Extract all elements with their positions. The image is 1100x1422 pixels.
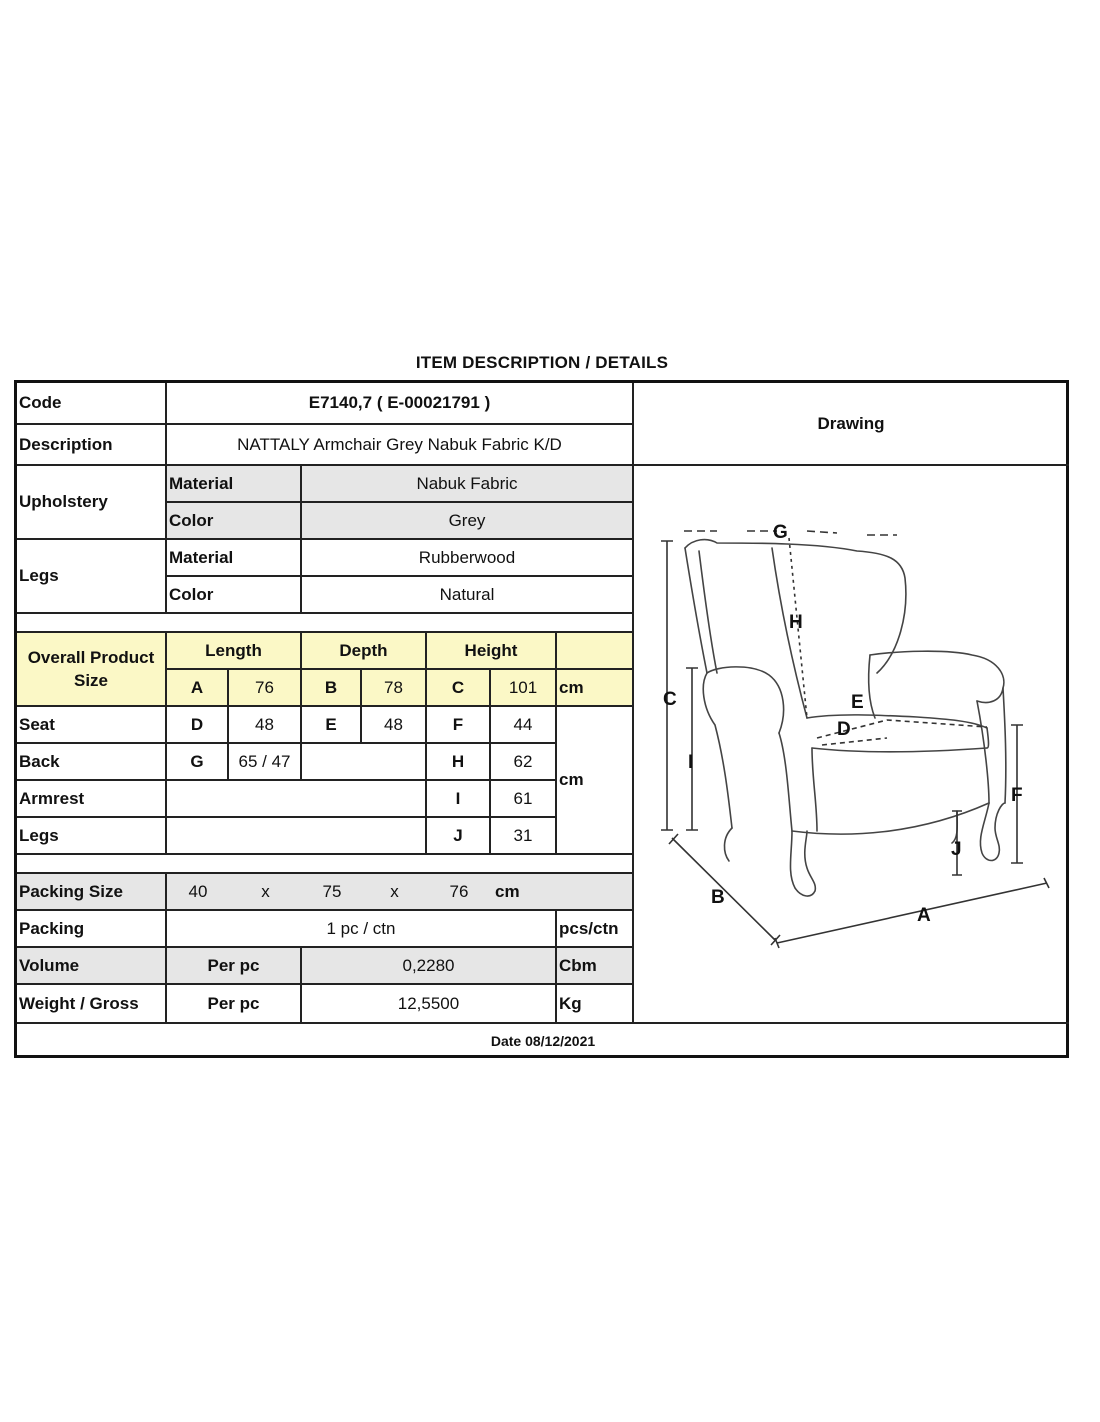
height-header: Height [427, 633, 557, 670]
volume-label: Volume [17, 948, 167, 985]
packing-size-v3: 76 [427, 874, 491, 911]
upholstery-material-value: Nabuk Fabric [302, 466, 634, 503]
legs-dim-blank [167, 818, 427, 855]
drawing-letter-d: D [837, 719, 851, 740]
packing-value: 1 pc / ctn [167, 911, 557, 948]
page-title: ITEM DESCRIPTION / DETAILS [415, 353, 669, 372]
back-blank [302, 744, 427, 781]
drawing-letter-j: J [951, 839, 962, 860]
value-d: 48 [229, 707, 302, 744]
code-value: E7140,7 ( E-00021791 ) [167, 383, 634, 425]
letter-j: J [427, 818, 491, 855]
description-label: Description [17, 425, 167, 466]
upholstery-color-label: Color [167, 503, 302, 540]
letter-f: F [427, 707, 491, 744]
value-c: 101 [491, 670, 557, 707]
letter-h: H [427, 744, 491, 781]
letter-b: B [302, 670, 362, 707]
drawing-letter-i: I [688, 752, 694, 773]
drawing-letter-f: F [1011, 785, 1023, 806]
armrest-label: Armrest [17, 781, 167, 818]
code-label: Code [17, 383, 167, 425]
value-h: 62 [491, 744, 557, 781]
volume-value: 0,2280 [302, 948, 557, 985]
weight-unit: Kg [557, 985, 634, 1024]
spacer-row-2 [17, 855, 634, 874]
armrest-blank [167, 781, 427, 818]
drawing-letter-e: E [851, 692, 864, 713]
spacer-row [17, 614, 634, 633]
value-b: 78 [362, 670, 427, 707]
weight-label: Weight / Gross [17, 985, 167, 1024]
packing-size-v2: 75 [302, 874, 362, 911]
volume-per: Per pc [167, 948, 302, 985]
packing-size-label: Packing Size [17, 874, 167, 911]
value-j: 31 [491, 818, 557, 855]
letter-a: A [167, 670, 229, 707]
volume-unit: Cbm [557, 948, 634, 985]
legs-label: Legs [17, 540, 167, 614]
date-footer: Date 08/12/2021 [490, 1033, 596, 1049]
description-value: NATTALY Armchair Grey Nabuk Fabric K/D [167, 425, 634, 466]
value-i: 61 [491, 781, 557, 818]
value-g: 65 / 47 [229, 744, 302, 781]
legs-color-value: Natural [302, 577, 634, 614]
drawing-letter-c: C [663, 689, 677, 710]
legs-material-value: Rubberwood [302, 540, 634, 577]
seat-label: Seat [17, 707, 167, 744]
length-header: Length [167, 633, 302, 670]
overall-size-label: Overall Product Size [17, 633, 167, 707]
dims-unit: cm [557, 707, 634, 855]
depth-header: Depth [302, 633, 427, 670]
weight-value: 12,5500 [302, 985, 557, 1024]
letter-g: G [167, 744, 229, 781]
value-e: 48 [362, 707, 427, 744]
back-label: Back [17, 744, 167, 781]
upholstery-color-value: Grey [302, 503, 634, 540]
packing-size-x2: x [362, 874, 427, 911]
letter-i: I [427, 781, 491, 818]
overall-unit: cm [557, 670, 634, 707]
drawing-area [633, 466, 1069, 1024]
weight-per: Per pc [167, 985, 302, 1024]
spec-sheet [14, 380, 1069, 1058]
letter-e: E [302, 707, 362, 744]
drawing-letter-b: B [711, 887, 725, 908]
value-f: 44 [491, 707, 557, 744]
legs-color-label: Color [167, 577, 302, 614]
drawing-header: Drawing [633, 383, 1069, 466]
packing-size-x1: x [229, 874, 302, 911]
dimension-letters [663, 522, 1023, 926]
packing-unit: pcs/ctn [557, 911, 634, 948]
drawing-letter-g: G [773, 522, 788, 543]
legs-dim-label: Legs [17, 818, 167, 855]
letter-c: C [427, 670, 491, 707]
letter-d: D [167, 707, 229, 744]
armchair-drawing [633, 466, 1069, 1022]
packing-size-unit: cm [491, 874, 634, 911]
upholstery-label: Upholstery [17, 466, 167, 540]
value-a: 76 [229, 670, 302, 707]
legs-material-label: Material [167, 540, 302, 577]
drawing-letter-a: A [917, 905, 931, 926]
upholstery-material-label: Material [167, 466, 302, 503]
packing-size-v1: 40 [167, 874, 229, 911]
packing-label: Packing [17, 911, 167, 948]
unit-header-blank [557, 633, 634, 670]
drawing-letter-h: H [789, 612, 803, 633]
